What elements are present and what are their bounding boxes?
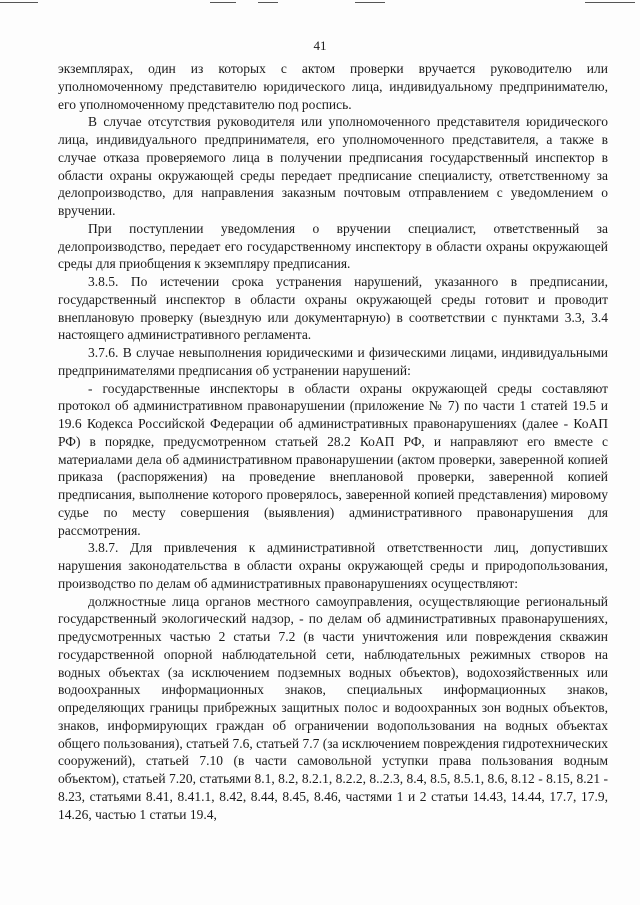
paragraph: При поступлении уведомления о вручении специалист, ответственный за делопроизводство, передает его государственному инспектору в области охраны окружающей среды для приобщения к экземпляру предписания.	[58, 220, 608, 272]
scan-edge-mark	[355, 2, 385, 3]
scan-edge-mark	[258, 2, 278, 3]
page-number: 41	[313, 38, 327, 53]
paragraph: В случае отсутствия руководителя или уполномоченного представителя юридического лица, индивидуального предпринимателя, его уполномоченного представителя, а также в случае отказа проверяемого лица в получении предписания государственный инспектор в области охраны окружающей среды передает предписание специалисту, ответственному за делопроизводство, для направления заказным почтовым отправлением с уведомлением о вручении.	[58, 114, 608, 218]
document-body	[58, 60, 608, 823]
paragraph: - государственные инспекторы в области охраны окружающей среды составляют протокол об административном правонарушении (приложение № 7) по части 1 статей 19.5 и 19.6 Кодекса Российской Федерации об административных правонарушениях (далее - КоАП РФ) в порядке, предусмотренном статьей 28.2 КоАП РФ, и направляют его вместе с материалами дела об административном правонарушении (актом проверки, заверенной копией приказа (распоряжения) на проведение внеплановой проверки, заверенной копией предписания, выполнение которого проверялось, заверенной копией представления) мировому судье по месту совершения (выявления) административного правонарушения для рассмотрения.	[58, 380, 608, 538]
paragraph: экземплярах, один из которых с актом проверки вручается руководителю или уполномоченному представителю юридического лица, индивидуальному предпринимателю, его уполномоченному представителю под роспись.	[58, 61, 608, 112]
paragraph: должностные лица органов местного самоуправления, осуществляющие региональный государственный экологический надзор, - по делам об административных правонарушениях, предусмотренных частью 2 статьи 7.2 (в части уничтожения или повреждения скважин государственной опорной наблюдательной сети, наблюдательных режимных створов на водных объектах (за исключением подземных водных объектов), водохозяйственных или водоохранных информационных знаков, специальных информационных знаков, определяющих границы прибрежных защитных полос и водоохранных зон водных объектов, знаков, информирующих граждан об ограничении водопользования на водных объектах общего пользования), статьей 7.6, статьей 7.7 (за исключением повреждения гидротехнических сооружений), статьей 7.10 (в части самовольной уступки права пользования водным объектом), статьей 7.20, статьями 8.1, 8.2, 8.2.1, 8.2.2, 8..2.3, 8.4, 8.5, 8.5.1, 8.6, 8.12 - 8.15, 8.21 - 8.23, статьями 8.41, 8.41.1, 8.42, 8.44, 8.45, 8.46, частями 1 и 2 статьи 14.43, 14.44, 17.7, 17.9, 14.26, частью 1 статьи 19.4,	[58, 593, 608, 822]
paragraph: 3.8.7. Для привлечения к административной ответственности лиц, допустивших нарушения законодательства в области охраны окружающей среды и природопользования, производство по делам об административных правонарушениях осуществляют:	[58, 540, 608, 591]
scan-edge-mark	[0, 2, 38, 3]
paragraph: 3.8.5. По истечении срока устранения нарушений, указанного в предписании, государственный инспектор в области охраны окружающей среды готовит и проводит внеплановую проверку (выездную или документарную) в соответствии с пунктами 3.3, 3.4 настоящего административного регламента.	[58, 274, 608, 343]
paragraph: 3.7.6. В случае невыполнения юридическими и физическими лицами, индивидуальными предпринимателями предписания об устранении нарушений:	[58, 345, 608, 378]
scan-edge-mark	[585, 2, 635, 3]
scan-edge-mark	[210, 2, 236, 3]
